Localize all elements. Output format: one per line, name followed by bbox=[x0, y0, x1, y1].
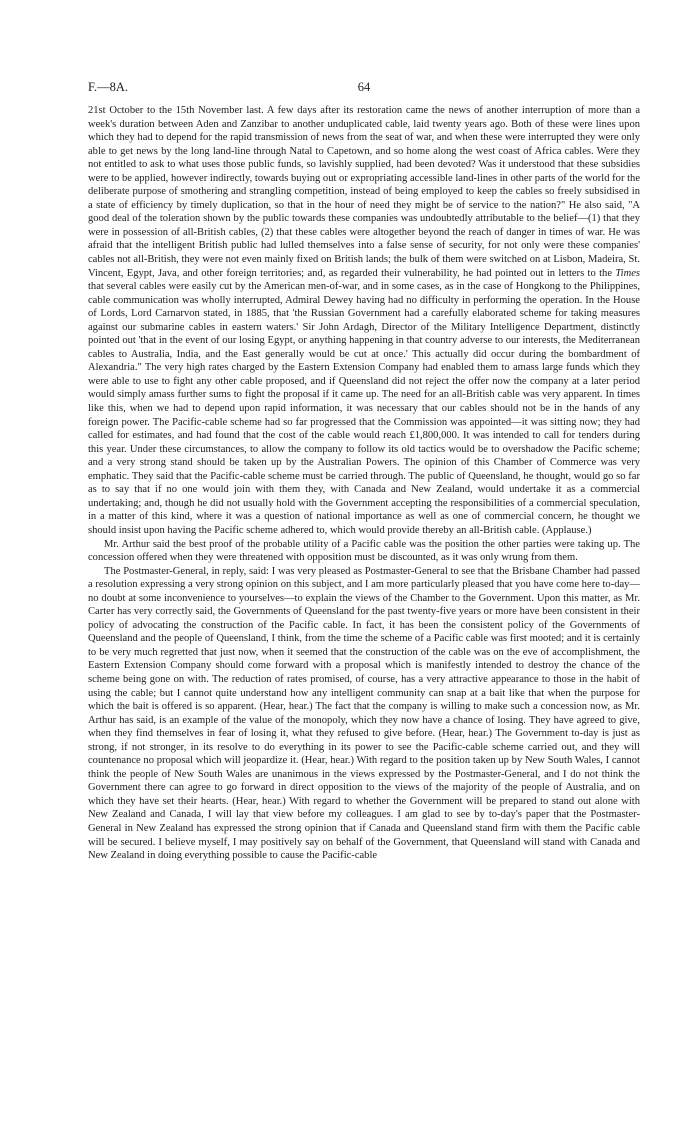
paragraph-text: that several cables were easily cut by the American men-of-war, and in some cases, as in the case of Hongkong to the Philippines, cable communication was wholly interrupted, Admiral Dewey having had no difficulty in performing the operation. In the House of Lords, Lord Carnarvon stated, in 1885, that 'the Russian Government had a carefully elaborated scheme for taking measures against our submarine cables in eastern waters.' Sir John Ardagh, Director of the Military Intelligence Department, distinctly pointed out 'that in the event of our losing Egypt, or anything happening in that country adverse to our interests, the Mediterranean cables to Australia, India, and the East generally would be cut at once.' This actually did occur during the bombardment of Alexandria." The very high rates charged by the Eastern Extension Company had enabled them to amass large funds which they were able to use to fight any other cable proposed, and if Queensland did not reject the offer now the company at a later period would simply amass further sums to fight the proposal if it came up. The need for an all-British cable was very apparent. In times like this, when we had to depend upon rapid information, it was necessary that our cables should not be in the hands of any foreign power. The Pacific-cable scheme had so far progressed that the Commission was appointed—it was sitting now; they had called for estimates, and had found that the cost of the cable would reach £1,800,000. It was intended to call for tenders during this year. Under these circumstances, to allow the company to follow its old tactics would be to overshadow the Pacific scheme; and a very strong stand should be taken up by the Australian Powers. The opinion of this Chamber of Commerce was very emphatic. They said that the Pacific-cable scheme must be carried through. The public of Queensland, he thought, would go so far as to say that if no one would join with them they, with Canada and New Zealand, would undertake it as a commercial undertaking; and, though he did not usually hold with the Government accepting the responsibilities of a commercial speculation, in a matter of this kind, where it was a question of national importance as well as one of commercial concern, he thought we should insist upon having the Pacific scheme adhered to, which would provide thereby an all-British cable. (Applause.) bbox=[88, 281, 640, 536]
document-body bbox=[88, 104, 640, 863]
document-reference: F.—8A. bbox=[88, 80, 128, 94]
newspaper-title: Times bbox=[615, 267, 640, 279]
paragraph-postmaster-general-reply bbox=[88, 565, 640, 863]
page-header bbox=[88, 80, 640, 96]
paragraph-speech-continued bbox=[88, 104, 640, 538]
paragraph-text: 21st October to the 15th November last. A few days after its restoration came the news of another interruption of more than a week's duration between Aden and Zanzibar to another unduplicated cable, laid twenty years ago. Both of these were lines upon which they had to depend for the rapid transmission of news from the seat of war, and when these were interrupted they were only able to get news by the long land-line through Natal to Capetown, and so home along the west coast of Africa cables. Were they not entitled to ask to what uses those public funds, so lavishly supplied, had been devoted? Was it understood that these subsidies were to be applied, however indirectly, towards buying out or expropriating accessible land-lines in other parts of the world for the deliberate purpose of smothering and strangling competition, instead of being employed to keep the cables so freely subsidised in a state of efficiency by timely duplication, so that in the hour of need they might be of service to the nation?" He also said, "A good deal of the toleration shown by the public towards these companies was undoubtedly attributable to the belief—(1) that they were in possession of all-British cables, (2) that these cables were altogether beyond the reach of danger in times of war. He was afraid that the intelligent British public had lulled themselves into a false sense of security, for not only were these companies' cables not all-British, they were not even mainly fixed on British lands; the bulk of them were switched on at Lisbon, Madeira, St. Vincent, Egypt, Java, and other foreign territories; and, as regarded their vulnerability, he had pointed out in letters to the bbox=[88, 105, 640, 279]
page-number: 64 bbox=[357, 80, 371, 94]
paragraph-mr-arthur bbox=[88, 538, 640, 565]
paragraph-text: Mr. Arthur said the best proof of the probable utility of a Pacific cable was the position the other parties were taking up. The concession offered when they were threatened with opposition must be discounted, as it was only wrung from them. bbox=[88, 538, 640, 564]
paragraph-text: The Postmaster-General, in reply, said: I was very pleased as Postmaster-General to see that the Brisbane Chamber had passed a resolution expressing a very strong opinion on this subject, and I am more particularly pleased that you have come here to-day—no doubt at some inconvenience to yourselves—to explain the views of the Chamber to the Government. Upon this matter, as Mr. Carter has very correctly said, the Governments of Queensland for the past twenty-five years or more have been consistent in their policy of advocating the construction of the Pacific cable. In fact, it has been the consistent policy of the Governments of Queensland and the people of Queensland, I think, from the time the scheme of a Pacific cable was first mooted; and it is certainly to be very much regretted that just now, when it seemed that the construction of the cable was on the eve of accomplishment, the Eastern Extension Company should come forward with a proposal which is manifestly intended to destroy the chance of the scheme being gone on with. The reduction of rates promised, of course, has a very attractive appearance to those in the habit of using the cable; but I cannot quite understand how any intelligent community can snap at a bait like that when the purpose for which the bait is offered is so apparent. (Hear, hear.) The fact that the company is willing to make such a concession now, as Mr. Arthur has said, is an example of the value of the monopoly, which they now have a chance of losing. They have agreed to give, when they find themselves in fear of losing it, what they refused to give before. (Hear, hear.) The Government to-day is just as strong, if not stronger, in its resolve to do everything in its power to see the Pacific-cable scheme carried out, and they will countenance no proposal which will jeopardize it. (Hear, hear.) With regard to the position taken up by New South Wales, I cannot think the people of New South Wales are unanimous in the views expressed by the Postmaster-General, and I do not think the Government there can agree to go forward in direct opposition to the views of the majority of the people of Australia, and on which they have set their hearts. (Hear, hear.) With regard to whether the Government will be prepared to stand out alone with New Zealand and Canada, I will lay that view before my colleagues. I am glad to see by to-day's paper that the Postmaster-General in New Zealand has expressed the strong opinion that if Canada and Queensland stand firm with them the Pacific cable will be secured. I believe myself, I may positively say on behalf of the Government, that Queensland will stand with Canada and New Zealand in doing everything possible to cause the Pacific-cable bbox=[88, 565, 640, 862]
